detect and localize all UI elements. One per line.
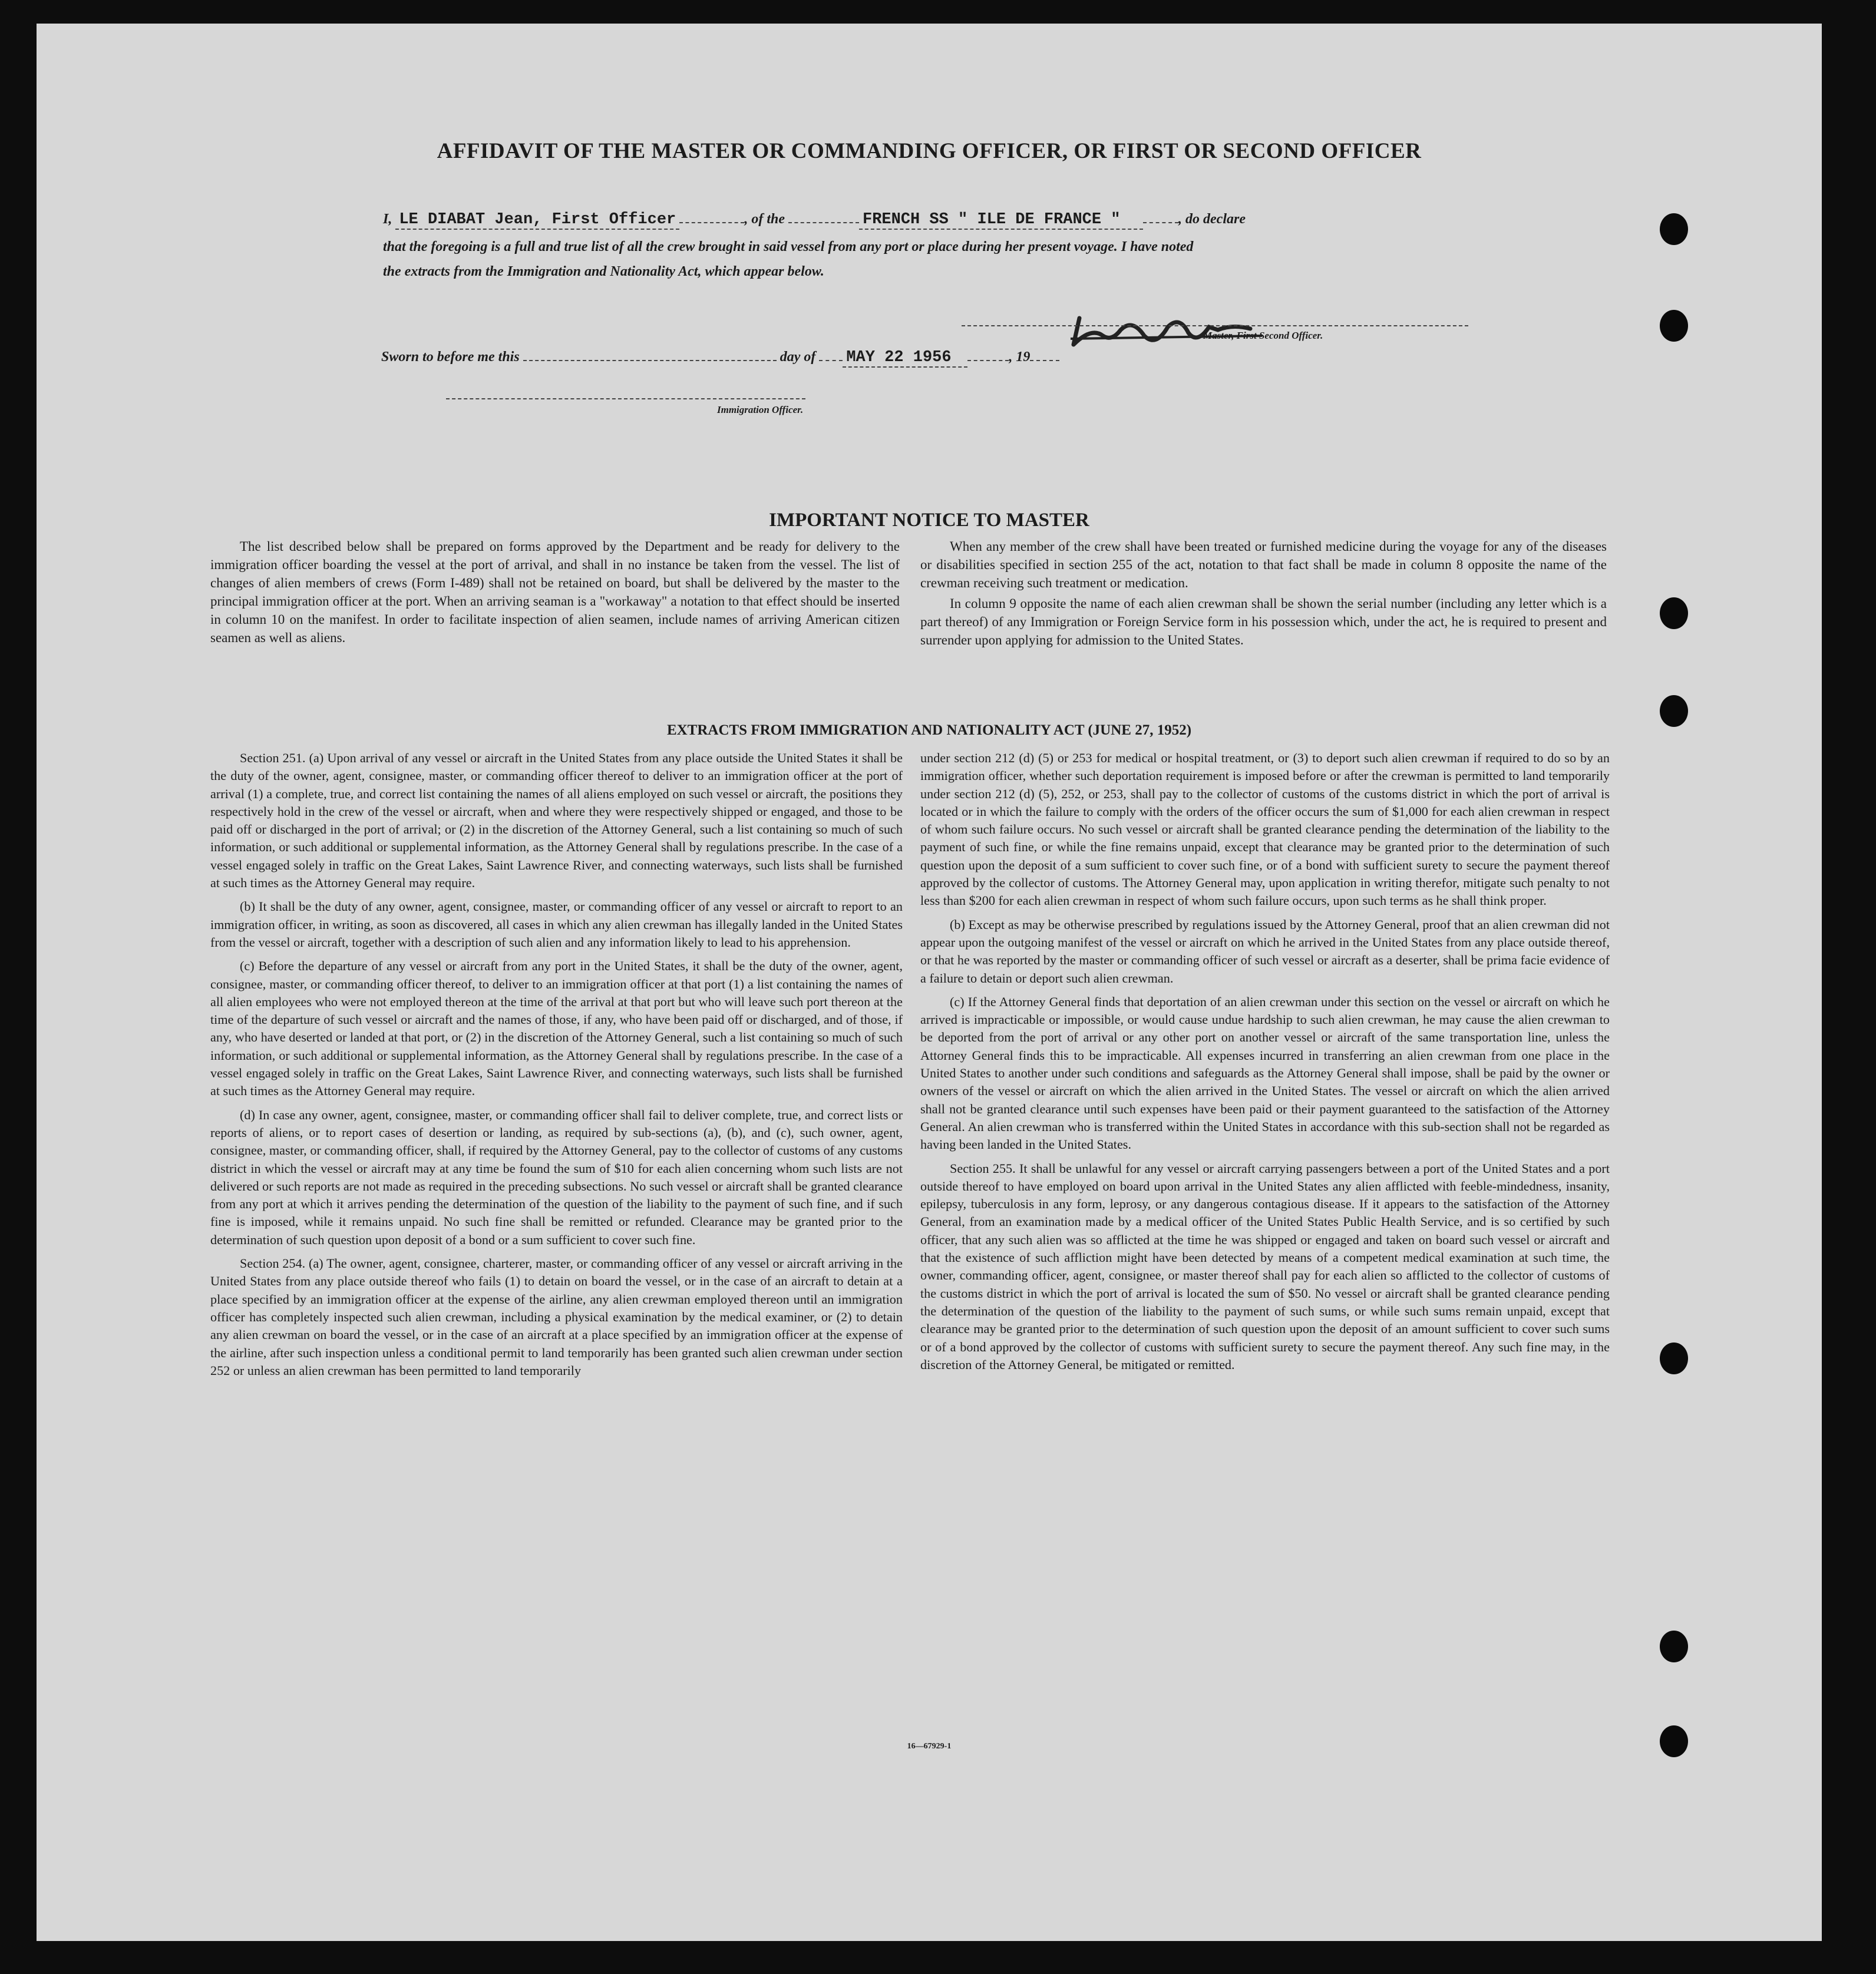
punch-hole	[1660, 213, 1688, 245]
punch-hole	[1660, 1631, 1688, 1662]
of-the-label: , of the	[744, 211, 785, 227]
notice-left-paragraph: The list described below shall be prepared on forms approved by the Department and be ready for delivery to the immigration officer boarding the vessel at the port of arrival, and shall in no instance be taken from the vessel. The list of changes of alien members of crews (Form I-489) shall not be retained on board, but shall be delivered by the master to the principal immigration officer at the port. When an arriving seaman is a "workaway" a notation to that effect should be inserted in column 10 on the manifest. In order to facilitate inspection of alien seamen, include names of arriving American citizen seamen as well as aliens.	[210, 539, 900, 645]
affidavit-line-2: that the foregoing is a full and true list of all the crew brought in said vessel from any port or place during her present voyage. I have noted	[383, 239, 1194, 254]
affidavit-line-3: the extracts from the Immigration and Nationality Act, which appear below.	[383, 264, 824, 279]
extracts-right-column	[920, 749, 1610, 1380]
extract-paragraph: (d) In case any owner, agent, consignee, master, or commanding officer shall fail to deliver complete, true, and correct lists or reports of aliens, or to report cases of desertion or landing, as required by sub-sections (a), (b), and (c), such owner, agent, consignee, master, or commanding officer, shall, if required by the Attorney General, pay to the collector of customs of any customs district in which the vessel or aircraft may at any time be found the sum of $10 for each alien concerning whom such lists are not delivered or such reports are not made as required in the preceding subsections. No such vessel or aircraft shall be granted clearance from any port at which it arrives pending the determination of the question of the liability to the payment of such fine, and if such fine is imposed, while it remains unpaid. No such fine shall be remitted or refunded. Clearance may be granted prior to the determination of such question upon deposit of a bond or a sum sufficient to cover such fine.	[210, 1107, 903, 1247]
extract-paragraph: Section 255. It shall be unlawful for any vessel or aircraft carrying passengers between a port of the United States and a port outside thereof to have employed on board upon arrival in the United States any alien afflicted with feeble-mindedness, insanity, epilepsy, tuberculosis in any form, leprosy, or any dangerous contagious disease. If it appears to the satisfaction of the Attorney General, from an examination made by a medical officer of the United States Public Health Service, and is so certified by such officer, that any such alien was so afflicted at the time he was shipped or engaged and taken on board such vessel or aircraft and that the existence of such affliction might have been detected by means of a competent medical examination at such time, the owner, commanding officer, agent, consignee, or master thereof shall pay for each alien so afflicted to the collector of customs of the customs district in which the port of arrival is located the sum of $50. No vessel or aircraft shall be granted clearance pending the determination of the question of the liability to the payment of such sums, or while such sums remain unpaid, except that clearance may be granted prior to the determination of such question upon the deposit of an amount sufficient to cover such sums or of a bond approved by the collector of customs with sufficient surety to secure the payment thereof. Any such fine may, in the discretion of the Attorney General, be mitigated or remitted.	[920, 1160, 1610, 1372]
extracts-left-column	[210, 749, 903, 1386]
punch-hole	[1660, 597, 1688, 629]
immigration-officer-caption: Immigration Officer.	[717, 404, 804, 415]
affidavit-line-1	[383, 211, 1679, 230]
notice-left-column	[210, 537, 900, 653]
punch-hole	[1660, 310, 1688, 342]
punch-hole	[1660, 1343, 1688, 1374]
extract-paragraph: (b) It shall be the duty of any owner, agent, consignee, master, or commanding officer of any vessel or aircraft to report to an immigration officer, in writing, as soon as discovered, all cases in which any alien crewman has illegally landed in the United States from the vessel or aircraft, together with a description of such alien and any information likely to lead to his apprehension.	[210, 899, 903, 950]
extract-paragraph: (c) Before the departure of any vessel or aircraft from any port in the United States, it shall be the duty of the owner, agent, consignee, master, or commanding officer thereof, to deliver to an immigration officer at that port (1) a list containing the names of all alien employees who were not employed thereon at the time of the arrival at that port but who will leave such port thereon at the time of the departure of such vessel or aircraft and the names of those, if any, who have been paid off or discharged, and of those, if any, who have deserted or landed at that port, or (2) in the discretion of the Attorney General, such a list containing so much of such information, or such additional or supplemental information, as the Attorney General shall by regulations prescribe. In the case of a vessel engaged solely in traffic on the Great Lakes, Saint Lawrence River, and connecting waterways, such lists shall be furnished at such times as the Attorney General may require.	[210, 958, 903, 1099]
notice-right-paragraph-1: When any member of the crew shall have been treated or furnished medicine during the voyage for any of the diseases or disabilities specified in section 255 of the act, notation to that fact shall be made in column 8 opposite the name of the crewman receiving such treatment or medication.	[920, 539, 1607, 590]
extracts-title: EXTRACTS FROM IMMIGRATION AND NATIONALITY ACT (JUNE 27, 1952)	[666, 722, 1192, 738]
affidavit-title: AFFIDAVIT OF THE MASTER OR COMMANDING OFFICER, OR FIRST OR SECOND OFFICER	[437, 139, 1422, 163]
sworn-date-field: MAY 22 1956	[843, 349, 967, 368]
punch-hole	[1660, 1725, 1688, 1757]
notice-title: IMPORTANT NOTICE TO MASTER	[769, 510, 1089, 531]
do-declare-label: , do declare	[1178, 211, 1246, 227]
sworn-line	[381, 349, 1265, 368]
year-label: , 19	[1009, 349, 1031, 365]
day-of-label: day of	[780, 349, 816, 365]
extract-paragraph: under section 212 (d) (5) or 253 for medical or hospital treatment, or (3) to deport such alien crewman if required to do so by an immigration officer, whether such deportation requirement is imposed before or after the crewman is permitted to land temporarily under section 212 (d) (5), 252, or 253, shall pay to the collector of customs of the customs district in which the port of arrival is located or in which the failure to comply with the orders of the officer occurs the sum of $1,000 for each alien crewman in respect of whom such failure occurs. No such vessel or aircraft shall be granted clearance pending the determination of the liability to the payment of such fine, or while the fine remains unpaid, except that clearance may be granted prior to the determination of such question upon the deposit of a sum sufficient to cover such fine, or of a bond with sufficient surety to secure the payment thereof approved by the collector of customs. The Attorney General may, upon application in writing therefor, mitigate such penalty to not less than $200 for each alien crewman in respect of whom such failure occurs, upon such terms as he shall think proper.	[920, 750, 1610, 908]
extract-paragraph: Section 254. (a) The owner, agent, consignee, charterer, master, or commanding officer of any vessel or aircraft arriving in the United States from any place outside thereof who fails (1) to detain on board the vessel, or in the case of an aircraft to detain at a place specified by an immigration officer at the expense of the airline, any alien crewman employed thereon until an immigration officer has completely inspected such alien crewman, including a physical examination by the medical examiner, or (2) to detain any alien crewman on board the vessel, or in the case of an aircraft at a place specified by an immigration officer at the expense of the airline, after such inspection unless a conditional permit to land temporarily has been granted such alien crewman under section 252 or unless an alien crewman has been permitted to land temporarily	[210, 1256, 903, 1378]
extract-paragraph: Section 251. (a) Upon arrival of any vessel or aircraft in the United States from any place outside the United States it shall be the duty of the owner, agent, consignee, master, or commanding officer thereof to deliver to an immigration officer at the port of arrival (1) a complete, true, and correct list containing the names of all aliens employed on such vessel or aircraft, the positions they respectively hold in the crew of the vessel or aircraft, when and where they were respectively shipped or engaged, and those to be paid off or discharged in the port of arrival; or (2) in the discretion of the Attorney General, such a list containing so much of such information, or such additional or supplemental information, as the Attorney General shall by regulations prescribe. In the case of a vessel engaged solely in traffic on the Great Lakes, Saint Lawrence River, and connecting waterways, such lists shall be furnished at such times as the Attorney General may require.	[210, 750, 903, 891]
extract-paragraph: (c) If the Attorney General finds that deportation of an alien crewman under this section on the vessel or aircraft on which he arrived is impracticable or impossible, or would cause undue hardship to such alien crewman, he may cause the alien crewman to be deported from the port of arrival or any other port on another vessel or aircraft of the same transportation line, unless the Attorney General finds this to be impracticable. All expenses incurred in transferring an alien crewman from one place in the United States to another under such conditions and safeguards as the Attorney General shall impose, shall be paid by the owner or owners of the vessel or aircraft on which the alien arrived in the United States. The vessel or aircraft on which the alien arrived shall not be granted clearance until such expenses have been paid or their payment guaranteed to the satisfaction of the Attorney General. An alien crewman who is transferred within the United States in accordance with this sub-section shall not be regarded as having been landed in the United States.	[920, 994, 1610, 1152]
officer-name-field: LE DIABAT Jean, First Officer	[395, 211, 679, 230]
notice-right-column	[920, 537, 1607, 655]
affidavit-intro: I,	[383, 211, 392, 227]
notice-right-paragraph-2: In column 9 opposite the name of each alien crewman shall be shown the serial number (including any letter which is a part thereof) of any Immigration or Foreign Service form in his possession which, under the act, he is required to present and surrender upon applying for admission to the United States.	[920, 596, 1607, 647]
punch-hole	[1660, 695, 1688, 727]
sworn-label: Sworn to before me this	[381, 349, 520, 365]
document-page	[37, 24, 1822, 1941]
vessel-name-field: FRENCH SS " ILE DE FRANCE "	[859, 211, 1143, 230]
extract-paragraph: (b) Except as may be otherwise prescribed by regulations issued by the Attorney General, proof that an alien crewman did not appear upon the outgoing manifest of the vessel or aircraft on which he arrived in the United States from any place outside thereof, or that he was reported by the master or commanding officer of such vessel or aircraft as a deserter, shall be prima facie evidence of a failure to detain or deport such alien crewman.	[920, 917, 1610, 986]
signature-caption: Master, First Second Officer.	[1203, 330, 1323, 341]
form-code: 16—67929-1	[907, 1742, 952, 1751]
